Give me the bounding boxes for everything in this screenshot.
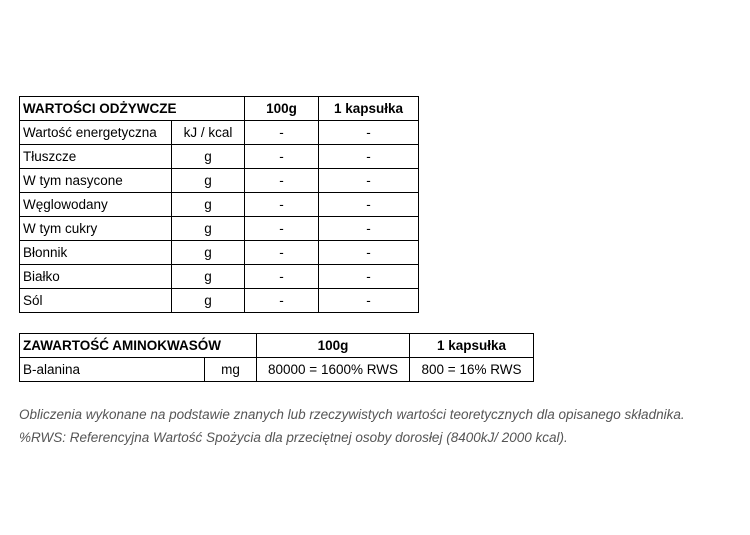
nutrient-per-capsule: - <box>319 169 419 193</box>
header-100g: 100g <box>245 97 319 121</box>
table-row <box>20 241 419 265</box>
header-capsule: 1 kapsułka <box>319 97 419 121</box>
nutrient-per100: - <box>245 289 319 313</box>
nutrient-unit: kJ / kcal <box>172 121 245 145</box>
nutrient-per-capsule: - <box>319 193 419 217</box>
nutrient-per-capsule: - <box>319 241 419 265</box>
table-row <box>20 265 419 289</box>
nutrient-name: Tłuszcze <box>20 145 172 169</box>
table-row <box>20 217 419 241</box>
nutrient-unit: g <box>172 145 245 169</box>
nutrient-per-capsule: - <box>319 265 419 289</box>
table-header-row <box>20 97 419 121</box>
nutrient-per100: - <box>245 169 319 193</box>
table-row <box>20 169 419 193</box>
nutrient-unit: g <box>172 241 245 265</box>
nutrient-unit: g <box>172 265 245 289</box>
nutrient-per100: - <box>245 265 319 289</box>
nutrient-name: Węglowodany <box>20 193 172 217</box>
table-row <box>20 145 419 169</box>
nutrient-name: W tym nasycone <box>20 169 172 193</box>
amino-acid-table <box>19 333 534 382</box>
nutrient-unit: g <box>172 169 245 193</box>
nutrient-per100: - <box>245 217 319 241</box>
table-row <box>20 193 419 217</box>
nutrient-name: Błonnik <box>20 241 172 265</box>
nutrient-per-capsule: - <box>319 121 419 145</box>
nutrition-table <box>19 96 419 313</box>
nutrient-per-capsule: - <box>319 217 419 241</box>
nutrient-unit: g <box>172 217 245 241</box>
nutrient-per100: - <box>245 121 319 145</box>
amino-per-capsule: 800 = 16% RWS <box>410 358 534 382</box>
amino-name: B-alanina <box>20 358 205 382</box>
nutrient-name: Białko <box>20 265 172 289</box>
nutrition-header-title: WARTOŚCI ODŻYWCZE <box>20 97 245 121</box>
amino-per100: 80000 = 1600% RWS <box>257 358 410 382</box>
header-100g: 100g <box>257 334 410 358</box>
header-capsule: 1 kapsułka <box>410 334 534 358</box>
nutrient-name: Sól <box>20 289 172 313</box>
nutrient-name: W tym cukry <box>20 217 172 241</box>
table-row <box>20 358 534 382</box>
nutrient-name: Wartość energetyczna <box>20 121 172 145</box>
rws-note: %RWS: Referencyjna Wartość Spożycia dla przeciętnej osoby dorosłej (8400kJ/ 2000 kcal). <box>19 430 568 445</box>
nutrient-unit: g <box>172 289 245 313</box>
calculation-note: Obliczenia wykonane na podstawie znanych lub rzeczywistych wartości teoretycznych dla opisanego składnika. <box>19 407 685 422</box>
amino-unit: mg <box>205 358 257 382</box>
nutrient-per100: - <box>245 241 319 265</box>
nutrient-per-capsule: - <box>319 289 419 313</box>
table-header-row <box>20 334 534 358</box>
table-row <box>20 121 419 145</box>
amino-header-title: ZAWARTOŚĆ AMINOKWASÓW <box>20 334 257 358</box>
nutrient-per-capsule: - <box>319 145 419 169</box>
nutrient-unit: g <box>172 193 245 217</box>
nutrient-per100: - <box>245 145 319 169</box>
table-row <box>20 289 419 313</box>
nutrient-per100: - <box>245 193 319 217</box>
